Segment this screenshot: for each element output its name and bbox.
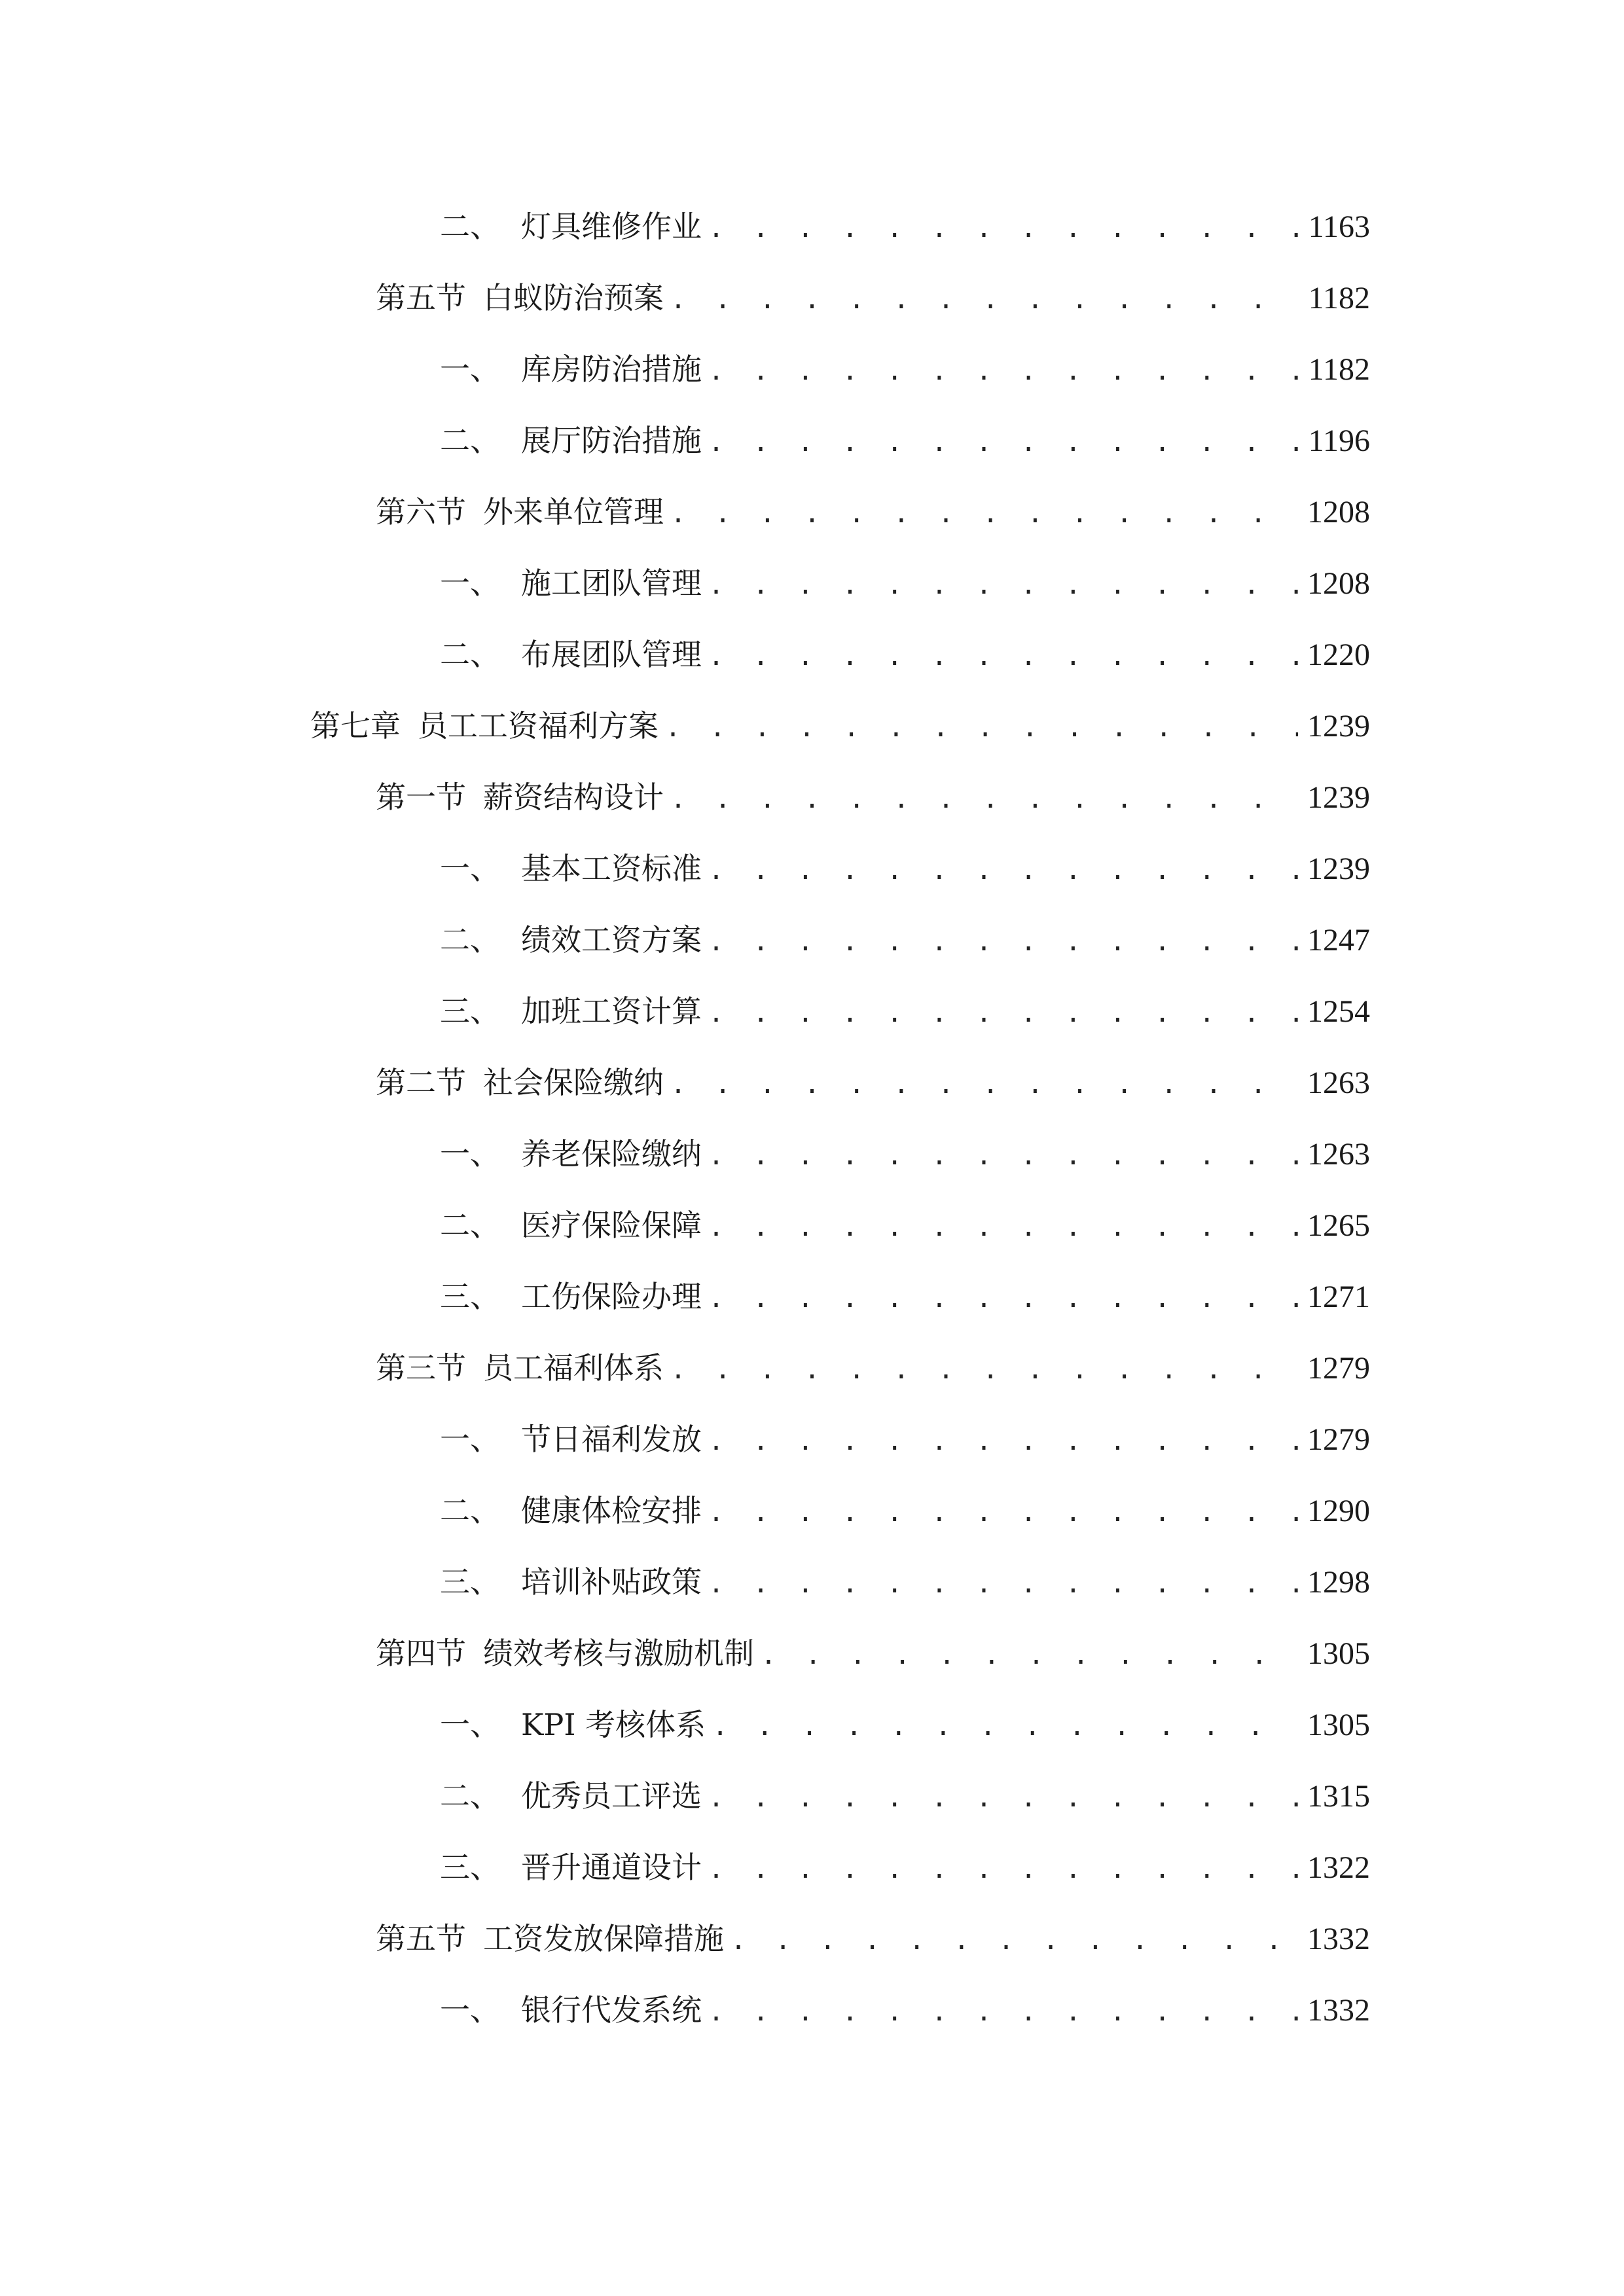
toc-page-number: 1279 (1307, 1351, 1370, 1386)
toc-entry-number: 三、 (440, 994, 500, 1029)
toc-entry-title: 外来单位管理 (483, 494, 664, 529)
toc-entry-number: 第五节 (376, 280, 466, 315)
dot-leader (708, 630, 1298, 683)
toc-entry-label (376, 1056, 664, 1109)
toc-entry-label (376, 1912, 724, 1965)
toc-page-number: 1315 (1307, 1779, 1370, 1814)
toc-entry-number: 第三节 (376, 1350, 466, 1386)
dot-leader (670, 488, 1298, 540)
dot-leader (708, 1486, 1298, 1539)
toc-page-number: 1290 (1307, 1494, 1370, 1528)
dot-leader (708, 1201, 1298, 1253)
toc-entry-title: 员工工资福利方案 (418, 708, 659, 744)
dot-leader (708, 1843, 1298, 1895)
toc-entry[interactable] (440, 1199, 1370, 1251)
toc-entry[interactable] (440, 1698, 1370, 1751)
dot-leader (708, 916, 1298, 968)
toc-entry-title: 工伤保险办理 (521, 1279, 702, 1314)
dot-leader (708, 1130, 1298, 1182)
toc-entry-title: 施工团队管理 (521, 565, 702, 601)
dot-leader (708, 1272, 1298, 1325)
toc-entry-number: 三、 (440, 1279, 500, 1314)
toc-entry-number: 一、 (440, 851, 500, 886)
toc-entry[interactable] (440, 1984, 1370, 2036)
toc-entry-title: 基本工资标准 (521, 851, 702, 886)
toc-page-number: 1271 (1307, 1280, 1370, 1314)
toc-entry[interactable] (440, 1841, 1370, 1893)
toc-entry[interactable] (440, 414, 1370, 467)
toc-entry-label (376, 771, 664, 823)
toc-entry-label (376, 1342, 664, 1394)
toc-page-number: 1305 (1307, 1708, 1370, 1742)
toc-entry-title: 布展团队管理 (521, 637, 702, 672)
toc-entry-number: 二、 (440, 423, 500, 458)
toc-entry-label (440, 1199, 702, 1251)
toc-entry-number: 二、 (440, 1493, 500, 1528)
toc-entry-title: 绩效工资方案 (521, 922, 702, 958)
toc-page-number: 1196 (1308, 423, 1370, 458)
toc-entry-title: 社会保险缴纳 (483, 1065, 664, 1100)
dot-leader (708, 202, 1299, 255)
toc-entry-number: 一、 (440, 1136, 500, 1172)
toc-entry-label (440, 985, 702, 1037)
toc-entry-title: 灯具维修作业 (521, 209, 702, 244)
toc-entry-number: 二、 (440, 209, 500, 244)
toc-page-number: 1239 (1307, 852, 1370, 886)
toc-page-number: 1279 (1307, 1422, 1370, 1457)
toc-entry-label (440, 557, 702, 609)
dot-leader (670, 773, 1298, 825)
toc-page-number: 1247 (1307, 923, 1370, 958)
toc-entry-label (376, 1627, 754, 1679)
dot-leader (708, 844, 1298, 897)
toc-entry[interactable] (440, 842, 1370, 895)
toc-entry-title: 加班工资计算 (521, 994, 702, 1029)
toc-entry[interactable] (440, 200, 1370, 253)
toc-entry-title: 银行代发系统 (521, 1992, 702, 2028)
toc-entry-title: 晋升通道设计 (521, 1850, 702, 1885)
toc-entry-number: 一、 (440, 1992, 500, 2028)
dot-leader (670, 1058, 1298, 1111)
toc-entry-number: 第六节 (376, 494, 466, 529)
toc-entry-number: 一、 (440, 351, 500, 387)
toc-entry-title: 医疗保险保障 (521, 1208, 702, 1243)
dot-leader (670, 274, 1299, 326)
dot-leader (708, 1415, 1298, 1467)
dot-leader (731, 1914, 1298, 1967)
toc-entry[interactable] (440, 914, 1370, 966)
toc-entry-label (440, 914, 702, 966)
toc-entry-label (440, 628, 702, 681)
toc-entry[interactable] (440, 628, 1370, 681)
dot-leader (708, 1986, 1298, 2038)
toc-entry-title: 库房防治措施 (521, 351, 702, 387)
toc-entry-label (440, 1270, 702, 1323)
toc-entry-number: 第一节 (376, 780, 466, 815)
toc-entry-number: 第二节 (376, 1065, 466, 1100)
toc-entry-number: 一、 (440, 565, 500, 601)
toc-entry-title: 培训补贴政策 (521, 1564, 702, 1600)
dot-leader (708, 345, 1299, 397)
toc-page-number: 1208 (1307, 566, 1370, 601)
toc-entry-label (440, 1413, 702, 1465)
toc-entry[interactable] (376, 1912, 1370, 1965)
toc-entry-title: 健康体检安排 (521, 1493, 702, 1528)
toc-page-number: 1182 (1308, 352, 1370, 387)
toc-entry[interactable] (440, 985, 1370, 1037)
toc-entry[interactable] (440, 1770, 1370, 1822)
toc-entry-label (440, 1770, 702, 1822)
toc-entry-label (440, 200, 702, 253)
toc-entry-label (440, 1841, 702, 1893)
dot-leader (665, 702, 1298, 754)
toc-entry-number: 一、 (440, 1707, 500, 1742)
toc-entry[interactable] (440, 1484, 1370, 1537)
toc-entry[interactable] (440, 1128, 1370, 1180)
toc-entry-number: 三、 (440, 1850, 500, 1885)
toc-entry[interactable] (310, 700, 1370, 752)
toc-entry[interactable] (376, 486, 1370, 538)
toc-entry[interactable] (376, 1627, 1370, 1679)
toc-entry-number: 第七章 (310, 708, 401, 744)
toc-page-number: 1332 (1307, 1993, 1370, 2028)
dot-leader (761, 1629, 1298, 1681)
toc-entry-number: 三、 (440, 1564, 500, 1600)
toc-page-number: 1305 (1307, 1636, 1370, 1671)
toc-entry-number: 二、 (440, 922, 500, 958)
toc-entry-title: 展厅防治措施 (521, 423, 702, 458)
toc-entry-title: KPI 考核体系 (521, 1707, 706, 1742)
toc-page-number: 1239 (1307, 780, 1370, 815)
toc-page-number: 1322 (1307, 1850, 1370, 1885)
toc-page-number: 1263 (1307, 1066, 1370, 1100)
toc-entry-number: 二、 (440, 637, 500, 672)
toc-entry-title: 优秀员工评选 (521, 1778, 702, 1814)
toc-entry-label (440, 414, 702, 467)
toc-entry-number: 第四节 (376, 1636, 466, 1671)
toc-entry-label (440, 1484, 702, 1537)
toc-page-number: 1220 (1307, 637, 1370, 672)
toc-entry[interactable] (376, 1056, 1370, 1109)
toc-page-number: 1263 (1307, 1137, 1370, 1172)
toc-entry-label (440, 343, 702, 395)
toc-entry[interactable] (376, 771, 1370, 823)
dot-leader (708, 1558, 1298, 1610)
toc-entry-number: 二、 (440, 1208, 500, 1243)
toc-page-number: 1254 (1307, 994, 1370, 1029)
toc-entry-title: 工资发放保障措施 (483, 1921, 724, 1956)
toc-entry-label (440, 1128, 702, 1180)
toc-page-number: 1182 (1308, 281, 1370, 315)
toc-entry[interactable] (376, 1342, 1370, 1394)
toc-entry[interactable] (440, 1556, 1370, 1608)
toc-entry-title: 员工福利体系 (483, 1350, 664, 1386)
dot-leader (708, 416, 1299, 469)
toc-entry-label (376, 486, 664, 538)
toc-entry-label (440, 1984, 702, 2036)
toc-entry-number: 第五节 (376, 1921, 466, 1956)
toc-page-number: 1298 (1307, 1565, 1370, 1600)
toc-entry-title: 节日福利发放 (521, 1422, 702, 1457)
toc-entry-label (376, 272, 664, 324)
toc-entry-label (440, 1698, 706, 1751)
toc-page-number: 1163 (1308, 209, 1370, 244)
toc-page-number: 1239 (1307, 709, 1370, 744)
toc-entry[interactable] (440, 343, 1370, 395)
toc-entry[interactable] (440, 1413, 1370, 1465)
dot-leader (708, 559, 1298, 611)
dot-leader (712, 1700, 1298, 1753)
toc-entry-number: 二、 (440, 1778, 500, 1814)
toc-entry[interactable] (440, 557, 1370, 609)
toc-page-number: 1208 (1307, 495, 1370, 529)
dot-leader (708, 987, 1298, 1039)
toc-entry-label (310, 700, 659, 752)
toc-entry[interactable] (376, 272, 1370, 324)
toc-entry-label (440, 842, 702, 895)
toc-entry[interactable] (440, 1270, 1370, 1323)
toc-entry-title: 白蚁防治预案 (483, 280, 664, 315)
toc-page-number: 1265 (1307, 1208, 1370, 1243)
toc-entry-title: 养老保险缴纳 (521, 1136, 702, 1172)
toc-entry-number: 一、 (440, 1422, 500, 1457)
toc-entry-title: 薪资结构设计 (483, 780, 664, 815)
dot-leader (670, 1344, 1298, 1396)
toc-entry-label (440, 1556, 702, 1608)
toc-page-number: 1332 (1307, 1922, 1370, 1956)
toc-entry-title: 绩效考核与激励机制 (483, 1636, 754, 1671)
dot-leader (708, 1772, 1298, 1824)
